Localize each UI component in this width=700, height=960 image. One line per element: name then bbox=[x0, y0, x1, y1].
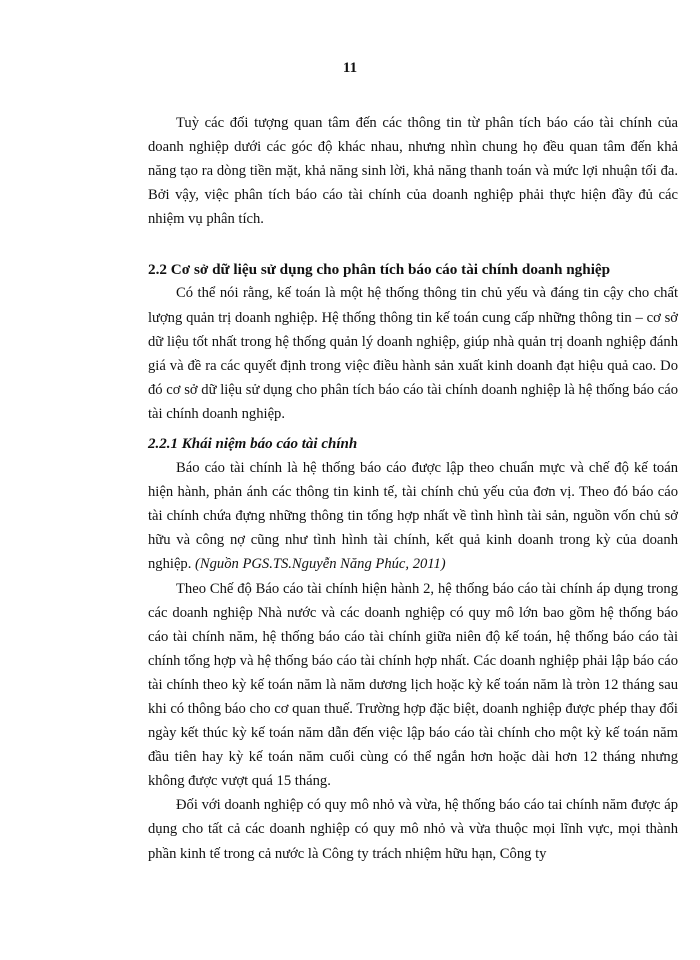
paragraph-3 bbox=[148, 456, 678, 576]
section-2-2-heading: 2.2 Cơ sở dữ liệu sử dụng cho phân tích báo cáo tài chính doanh nghiệp bbox=[148, 261, 611, 279]
page-number: 11 bbox=[342, 60, 358, 76]
paragraph-5: Đối với doanh nghiệp có quy mô nhỏ và vừa, hệ thống báo cáo tai chính năm được áp dụng cho tất cả các doanh nghiệp có quy mô nhỏ và vừa thuộc mọi lĩnh vực, mọi thành phần kinh tế trong cả nước là Công ty trách nhiệm hữu hạn, Công ty bbox=[148, 797, 678, 862]
page-content bbox=[148, 111, 678, 866]
paragraph-2: Có thể nói rằng, kế toán là một hệ thống thông tin chủ yếu và đáng tin cậy cho chất lượng quản trị doanh nghiệp. Hệ thống thông tin kế toán cung cấp những thông tin – cơ sở dữ liệu tốt nhất trong hệ thống quản lý doanh nghiệp, giúp nhà quản trị doanh nghiệp đánh giá và đề ra các quyết định trong việc điều hành sản xuất kinh doanh đạt hiệu quả cao. Do đó cơ sở dữ liệu sử dụng cho phân tích báo cáo tài chính doanh nghiệp là hệ thống báo cáo tài chính doanh nghiệp. bbox=[148, 285, 678, 422]
paragraph-3-text: Báo cáo tài chính là hệ thống báo cáo được lập theo chuẩn mực và chế độ kế toán hiện hành, phản ánh các thông tin kinh tế, tài chính chủ yếu của đơn vị. Theo đó báo cáo tài chính chứa đựng những thông tin tổng hợp nhất về tình hình tài sản, nguồn vốn chủ sở hữu và công nợ cũng như tình hình tài chính, kết quả kinh doanh trong kỳ của doanh nghiệp. bbox=[148, 460, 678, 573]
section-2-2-1-heading: 2.2.1 Khái niệm báo cáo tài chính bbox=[148, 436, 358, 453]
paragraph-1: Tuỳ các đối tượng quan tâm đến các thông tin từ phân tích báo cáo tài chính của doanh nghiệp dưới các góc độ khác nhau, nhưng nhìn chung họ đều quan tâm đến khả năng tạo ra dòng tiền mặt, khả năng sinh lời, khả năng thanh toán và mức lợi nhuận tối đa. Bởi vậy, việc phân tích báo cáo tài chính của doanh nghiệp phải thực hiện đầy đủ các nhiệm vụ phân tích. bbox=[148, 115, 678, 228]
paragraph-4: Theo Chế độ Báo cáo tài chính hiện hành 2, hệ thống báo cáo tài chính áp dụng trong các doanh nghiệp Nhà nước và các doanh nghiệp có quy mô lớn bao gồm hệ thống báo cáo tài chính năm, hệ thống báo cáo tài chính giữa niên độ kế toán, hệ thống báo cáo tài chính tổng hợp và hệ thống báo cáo tài chính hợp nhất. Các doanh nghiệp phải lập báo cáo tài chính theo kỳ kế toán năm là năm dương lịch hoặc kỳ kế toán năm là tròn 12 tháng sau khi có thông báo cho cơ quan thuế. Trường hợp đặc biệt, doanh nghiệp được phép thay đổi ngày kết thúc kỳ kế toán năm dẫn đến việc lập báo cáo tài chính cho một kỳ kế toán năm đầu tiên hay kỳ kế toán năm cuối cùng có thể ngắn hơn hoặc dài hơn 12 tháng nhưng không được vượt quá 15 tháng. bbox=[148, 580, 678, 790]
paragraph-3-citation: (Nguồn PGS.TS.Nguyễn Năng Phúc, 2011) bbox=[195, 556, 446, 573]
